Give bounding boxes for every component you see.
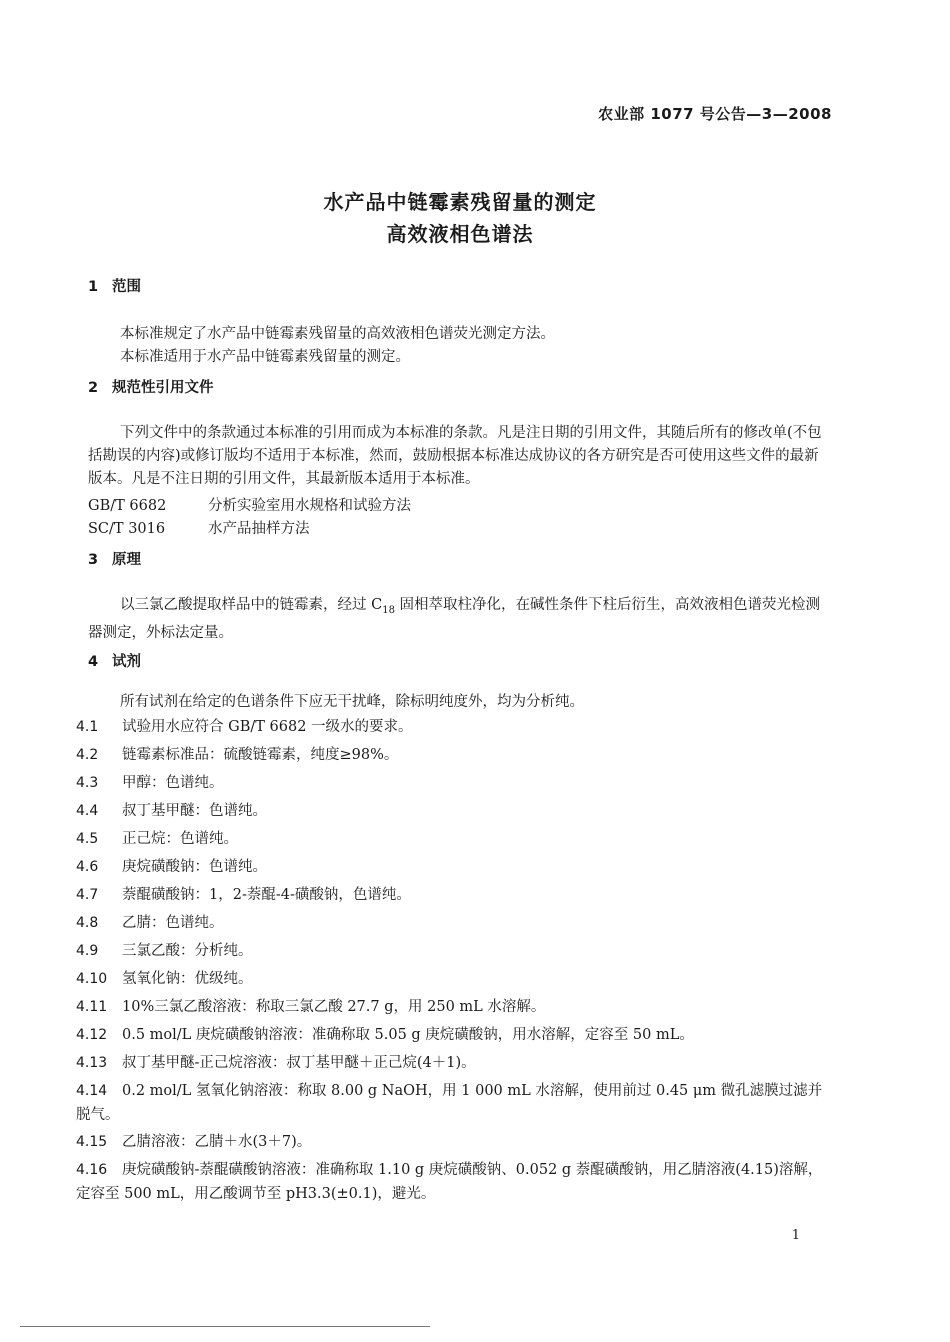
section-4-heading: [88, 650, 141, 671]
principle-text-a: 以三氯乙酸提取样品中的链霉素，经过 C: [120, 597, 383, 613]
reagent-item: [76, 771, 828, 795]
reagent-item: [76, 883, 828, 907]
item-number: 4.9: [76, 943, 99, 959]
reference-item: [88, 517, 310, 538]
section-number: 2: [88, 380, 99, 396]
section-3-paragraph: [88, 594, 828, 645]
item-number: 4.11: [76, 999, 108, 1015]
section-1-paragraph-1: 本标准规定了水产品中链霉素残留量的高效液相色谱荧光测定方法。: [120, 326, 555, 342]
standard-code: 农业部 1077 号公告—3—2008: [598, 105, 832, 123]
document-subtitle: 高效液相色谱法: [386, 222, 534, 246]
item-number: 4.15: [76, 1134, 108, 1150]
item-number: 4.8: [76, 915, 99, 931]
section-title: 规范性引用文件: [112, 380, 214, 396]
section-title: 试剂: [112, 654, 141, 670]
item-text: 乙腈：色谱纯。: [122, 915, 224, 931]
section-number: 4: [88, 654, 99, 670]
item-number: 4.10: [76, 971, 108, 987]
item-number: 4.16: [76, 1162, 108, 1178]
reagent-item: [76, 799, 828, 823]
item-number: 4.2: [76, 747, 99, 763]
section-1-paragraph-2: 本标准适用于水产品中链霉素残留量的测定。: [120, 349, 410, 365]
reference-title: 分析实验室用水规格和试验方法: [208, 498, 411, 514]
item-number: 4.3: [76, 775, 99, 791]
item-number: 4.5: [76, 831, 99, 847]
document-title: 水产品中链霉素残留量的测定: [323, 190, 597, 214]
item-text: 10%三氯乙酸溶液：称取三氯乙酸 27.7 g，用 250 mL 水溶解。: [122, 999, 546, 1015]
item-text: 试验用水应符合 GB/T 6682 一级水的要求。: [122, 719, 413, 735]
section-title: 原理: [112, 552, 141, 568]
section-4-paragraph: 所有试剂在给定的色谱条件下应无干扰峰，除标明纯度外，均为分析纯。: [120, 694, 584, 710]
item-text: 正己烷：色谱纯。: [122, 831, 238, 847]
reagent-item: [76, 911, 828, 935]
reagent-item: [76, 1023, 828, 1047]
reagent-item: [76, 855, 828, 879]
reference-title: 水产品抽样方法: [208, 521, 310, 537]
item-number: 4.14: [76, 1083, 108, 1099]
item-number: 4.4: [76, 803, 99, 819]
item-text: 氢氧化钠：优级纯。: [122, 971, 253, 987]
reagent-item: [76, 967, 828, 991]
item-number: 4.1: [76, 719, 99, 735]
section-1-heading: [88, 275, 141, 296]
reagent-item: [76, 715, 828, 739]
section-3-heading: [88, 548, 141, 569]
item-text: 萘醌磺酸钠：1，2-萘醌-4-磺酸钠，色谱纯。: [122, 887, 411, 903]
item-number: 4.7: [76, 887, 99, 903]
item-text: 链霉素标准品：硫酸链霉素，纯度≥98%。: [122, 747, 399, 763]
item-number: 4.6: [76, 859, 99, 875]
item-text: 庚烷磺酸钠-萘醌磺酸钠溶液：准确称取 1.10 g 庚烷磺酸钠、0.052 g 萘醌磺酸钠，用乙腈溶液(4.15)溶解，定容至 500 mL，用乙酸调节至 pH3.3(±0.1)，避光。: [76, 1162, 823, 1202]
reagent-item: [76, 1079, 828, 1127]
section-number: 1: [88, 279, 99, 295]
item-text: 叔丁基甲醚：色谱纯。: [122, 803, 267, 819]
section-number: 3: [88, 552, 99, 568]
reagent-item: [76, 1130, 828, 1154]
item-text: 叔丁基甲醚-正己烷溶液：叔丁基甲醚＋正己烷(4＋1)。: [122, 1055, 476, 1071]
reference-item: [88, 494, 411, 515]
item-text: 0.2 mol/L 氢氧化钠溶液：称取 8.00 g NaOH，用 1 000 mL 水溶解，使用前过 0.45 μm 微孔滤膜过滤并脱气。: [76, 1083, 823, 1123]
bottom-rule: [20, 1326, 430, 1327]
principle-text-b: 固相萃取柱净化，在碱性条件下柱后衍生，高效液相色谱荧光检测器测定，外标法定量。: [88, 597, 821, 641]
item-text: 庚烷磺酸钠：色谱纯。: [122, 859, 267, 875]
principle-subscript: 18: [382, 604, 395, 616]
reagent-item: [76, 743, 828, 767]
reagent-item: [76, 1051, 828, 1075]
reagent-item: [76, 939, 828, 963]
item-text: 三氯乙酸：分析纯。: [122, 943, 253, 959]
page-number: 1: [791, 1228, 800, 1243]
item-text: 甲醇：色谱纯。: [122, 775, 224, 791]
reference-code: GB/T 6682: [88, 498, 167, 514]
reference-code: SC/T 3016: [88, 521, 166, 537]
section-2-paragraph: 下列文件中的条款通过本标准的引用而成为本标准的条款。凡是注日期的引用文件，其随后所有的修改单(不包括勘误的内容)或修订版均不适用于本标准，然而，鼓励根据本标准达成协议的各方研究是否可使用这些文件的最新版本。凡是不注日期的引用文件，其最新版本适用于本标准。: [88, 425, 822, 487]
item-number: 4.13: [76, 1055, 108, 1071]
section-2-heading: [88, 376, 214, 397]
reagent-item: [76, 1158, 828, 1206]
item-text: 乙腈溶液：乙腈＋水(3＋7)。: [122, 1134, 312, 1150]
reagent-item: [76, 995, 828, 1019]
section-title: 范围: [112, 279, 141, 295]
item-number: 4.12: [76, 1027, 108, 1043]
item-text: 0.5 mol/L 庚烷磺酸钠溶液：准确称取 5.05 g 庚烷磺酸钠，用水溶解，定容至 50 mL。: [122, 1027, 694, 1043]
reagent-item: [76, 827, 828, 851]
